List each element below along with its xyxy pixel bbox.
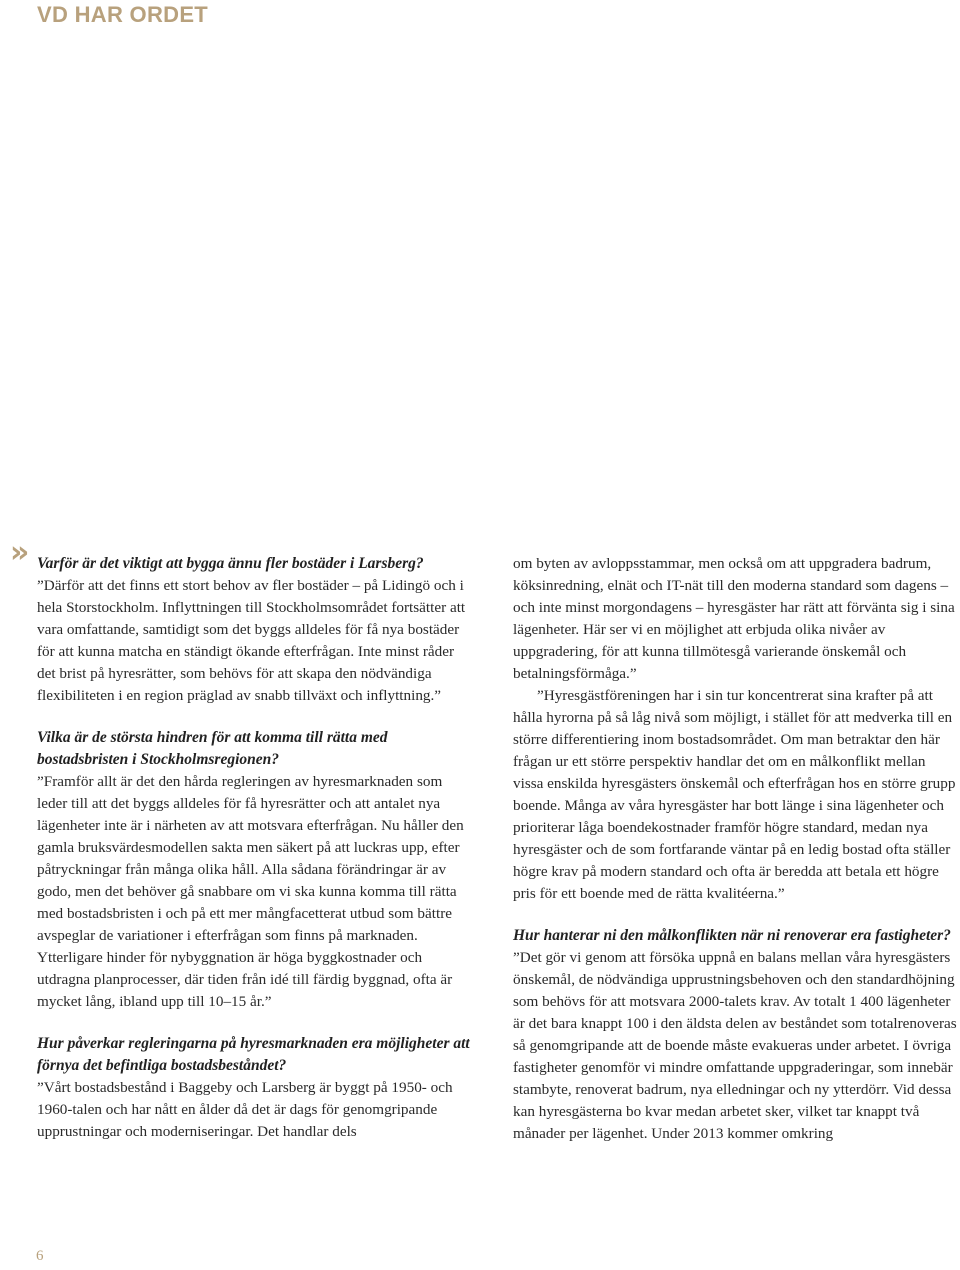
paragraph-2: ”Hyresgästföreningen har i sin tur koncentrerat sina krafter på att hålla hyrorna på så låg nivå som möjligt, i stället för att medverka till en större differentiering inom bostadsområdet. Om man betraktar den här frågan ur ett större perspektiv handlar det om en målkonflikt mellan vissa enskilda hyresgästers önskemål och efterfrågan hos en större grupp boende. Många av våra hyresgäster har bott länge i sina lägenheter och prioriterar låga boendekostnader framför högre standard, medan nya hyresgäster och de som fortfarande väntar på en ledig bostad ofta ställer högre krav på modern standard och ofta är beredda att betala ett högre pris för ett boende med de rätta kvalitéerna.” <box>513 687 956 902</box>
left-column <box>37 553 472 1143</box>
question-1: Varför är det viktigt att bygga ännu fler bostäder i Larsberg? <box>37 555 424 572</box>
question-4: Hur hanterar ni den målkonflikten när ni renoverar era fastigheter? <box>513 927 951 944</box>
section-marker-icon: » <box>10 535 30 570</box>
answer-3: ”Vårt bostadsbestånd i Baggeby och Larsberg är byggt på 1950- och 1960-talen och har nått en ålder då det är dags för genomgripande upprustningar och moderniseringar. Det handlar dels <box>37 1079 453 1140</box>
page-number: 6 <box>36 1248 44 1264</box>
paragraph-1: om byten av avloppsstammar, men också om att uppgradera badrum, köksinredning, elnät och IT-nät till den moderna standard som dagens – och inte minst morgondagens – hyresgäster har rätt att förvänta sig i sina lägenheter. Här ser vi en möjlighet att erbjuda olika nivåer av uppgradering, för att kunna tillmötesgå varierande önskemål och betalningsförmåga.” <box>513 555 955 682</box>
section-header: VD HAR ORDET <box>37 2 209 27</box>
right-column <box>513 553 958 1145</box>
question-2: Vilka är de största hindren för att komma till rätta med bostadsbristen i Stockholmsregionen? <box>37 729 388 768</box>
question-3: Hur påverkar regleringarna på hyresmarknaden era möjligheter att förnya det befintliga bostadsbeståndet? <box>37 1035 470 1074</box>
answer-2: ”Framför allt är det den hårda regleringen av hyresmarknaden som leder till att det byggs alldeles för få hyresrätter och att antalet nya lägenheter inte är i närheten av att motsvara efterfrågan. Nu håller den gamla bruksvärdesmodellen sakta men säkert på att luckras upp, efter påtryckningar från många olika håll. Alla sådana förändringar är av godo, men det behöver gå snabbare om vi ska kunna komma till rätta med bostadsbristen i och på ett mer mångfacetterat utbud som bättre avspeglar de variationer i efterfrågan som finns på marknaden. Ytterligare hinder för nybyggnation är höga byggkostnader och utdragna planprocesser, där tiden från idé till färdig byggnad, ofta är mycket lång, ibland upp till 10–15 år.” <box>37 773 464 1010</box>
answer-1: ”Därför att det finns ett stort behov av fler bostäder – på Lidingö och i hela Storstockholm. Inflyttningen till Stockholmsområdet fortsätter att vara omfattande, samtidigt som det byggs alldeles för få nya bostäder för att kunna matcha en ständigt ökande efterfrågan. Inte minst råder det brist på hyresrätter, som behövs för att skapa den nödvändiga flexibiliteten i en region präglad av snabb tillväxt och inflyttning.” <box>37 577 466 704</box>
answer-4: ”Det gör vi genom att försöka uppnå en balans mellan våra hyresgästers önskemål, de nödvändiga upprustningsbehoven och den standardhöjning som behövs för att motsvara 2000-talets krav. Av totalt 1 400 lägenheter är det bara knappt 100 i den äldsta delen av beståndet som totalrenoveras så genomgripande att de boende måste evakueras under arbetet. I övriga fastigheter genomför vi mindre omfattande uppgraderingar, som innebär stambyte, renoverat badrum, nya elledningar och ny ytterdörr. Vid dessa kan hyresgästerna bo kvar medan arbetet sker, vilket tar knappt två månader per lägenhet. Under 2013 kommer omkring <box>513 949 957 1142</box>
